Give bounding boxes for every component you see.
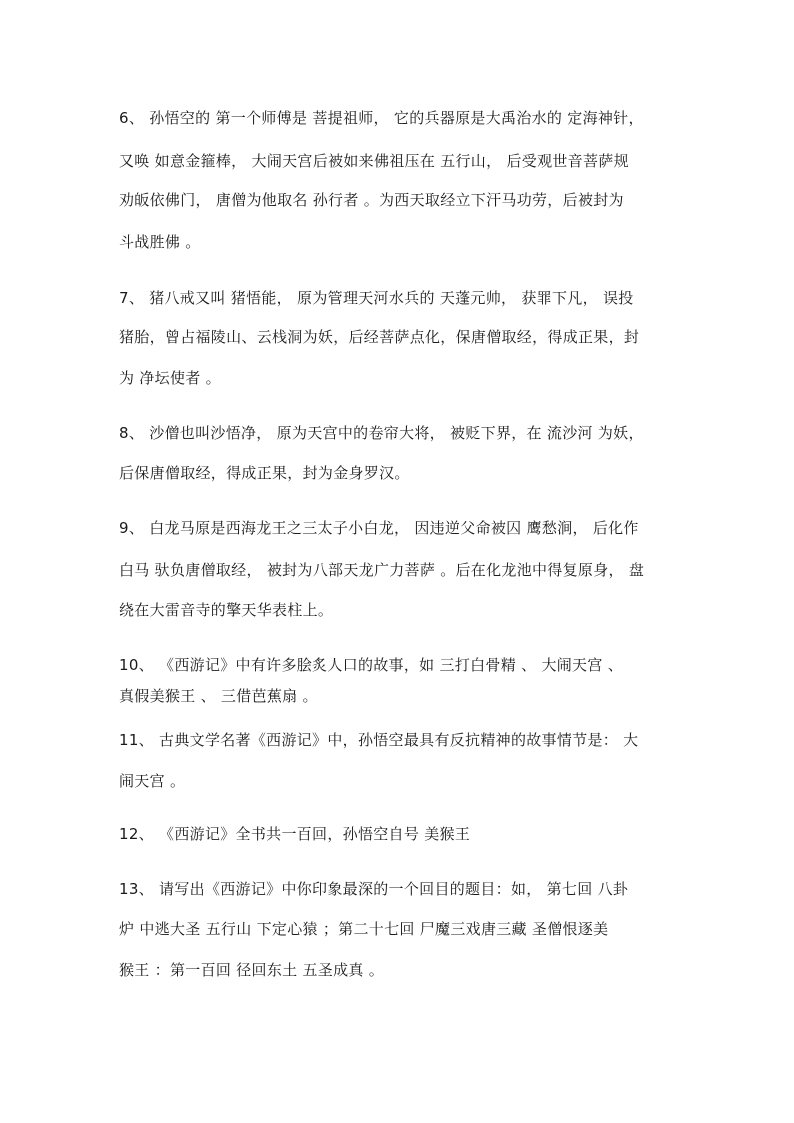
text-line: 10、 《西游记》中有许多脍炙人口的故事，如 三打白骨精 、 大闹天宫 、 bbox=[119, 656, 624, 674]
text-line: 猪胎，曾占福陵山、云栈洞为妖，后经菩萨点化，保唐僧取经，得成正果，封 bbox=[119, 328, 640, 346]
text-line: 7、 猪八戒又叫 猪悟能， 原为管理天河水兵的 天蓬元帅， 获罪下凡， 误投 bbox=[119, 289, 634, 307]
text-line: 真假美猴王 、 三借芭蕉扇 。 bbox=[119, 687, 318, 705]
text-line: 12、 《西游记》全书共一百回，孙悟空自号 美猴王 bbox=[119, 825, 471, 843]
text-line: 闹天宫 。 bbox=[119, 772, 186, 790]
text-line: 9、 白龙马原是西海龙王之三太子小白龙， 因违逆父命被囚 鹰愁涧， 后化作 bbox=[119, 519, 639, 537]
text-line: 绕在大雷音寺的擎天华表柱上。 bbox=[119, 601, 334, 619]
text-line: 白马 驮负唐僧取经， 被封为八部天龙广力菩萨 。后在化龙池中得复原身， 盘 bbox=[119, 561, 645, 579]
text-line: 11、 古典文学名著《西游记》中，孙悟空最具有反抗精神的故事情节是： 大 bbox=[119, 731, 639, 749]
text-line: 炉 中逃大圣 五行山 下定心猿 ；第二十七回 尸魔三戏唐三藏 圣僧恨逐美 bbox=[119, 920, 609, 938]
text-line: 劝皈依佛门， 唐僧为他取名 孙行者 。为西天取经立下汗马功劳，后被封为 bbox=[119, 191, 624, 209]
text-line: 8、 沙僧也叫沙悟净， 原为天宫中的卷帘大将， 被贬下界，在 流沙河 为妖， bbox=[119, 424, 644, 442]
text-line: 斗战胜佛 。 bbox=[119, 233, 201, 251]
text-line: 13、 请写出《西游记》中你印象最深的一个回目的题目：如， 第七回 八卦 bbox=[119, 880, 629, 898]
text-line: 为 净坛使者 。 bbox=[119, 369, 221, 387]
text-line: 后保唐僧取经，得成正果，封为金身罗汉。 bbox=[119, 464, 410, 482]
text-line: 6、 孙悟空的 第一个师傅是 菩提祖师， 它的兵器原是大禹治水的 定海神针， bbox=[119, 109, 644, 127]
text-line: 猴王 ：第一百回 径回东土 五圣成真 。 bbox=[119, 961, 385, 979]
text-line: 又唤 如意金箍棒， 大闹天宫后被如来佛祖压在 五行山， 后受观世音菩萨规 bbox=[119, 152, 629, 170]
